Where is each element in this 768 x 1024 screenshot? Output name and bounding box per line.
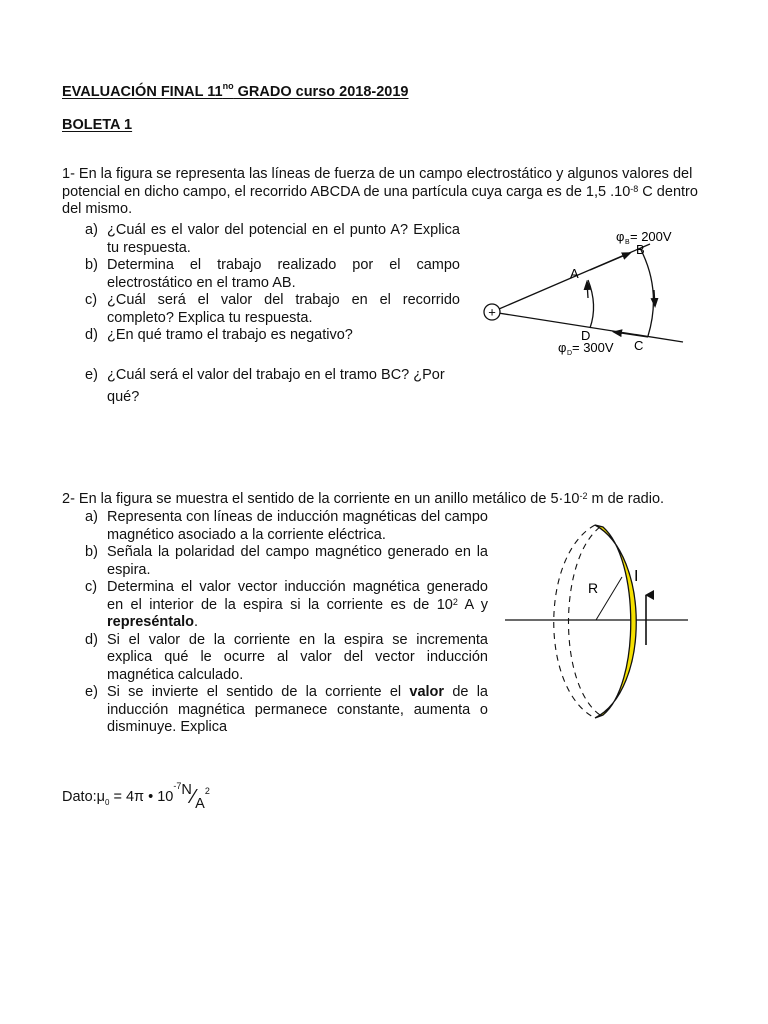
equipotential-arc-bc [640,248,653,336]
arrow-cd-icon [614,332,648,337]
svg-text:B: B [625,239,630,246]
svg-text:φ: φ [616,229,625,244]
question-2-item-d: d) Si el valor de la corriente en la espira se incrementa explica qué le ocurre al valor del vector inducción magnética calculado. [85,631,488,683]
svg-text:D: D [567,350,573,357]
question-1-item-a: a) ¿Cuál es el valor del potencial en el punto A? Explica tu respuesta. [85,222,460,256]
question-1-item-c: c) ¿Cuál será el valor del trabajo en el recorrido completo? Explica tu respuesta. [85,292,460,326]
fraction-slash: ⁄ [191,786,196,808]
arrow-da-icon [587,282,588,298]
radius-line [596,577,622,620]
exam-title: EVALUACIÓN FINAL $11^{no}$ GRADO curso 2018-2019 [62,81,409,100]
point-b-label: B [636,242,645,257]
potential-d-label [558,340,614,357]
dato-formula: $Dato:\mu_0 = 4\pi$ • $10^{-7}N⁄A^2$ [62,781,210,812]
arrow-bc-icon [654,290,655,306]
svg-text:= 300V: = 300V [572,340,614,355]
question-1-item-b: b) Determina el trabajo realizado por el campo electrostático en el tramo AB. [85,257,460,291]
electric-field-figure [470,220,710,365]
question-1-intro: 1- En la figura se representa las líneas de fuerza de un campo electrostático y algunos valores del potencial en dicho campo, el recorrido ABCDA de una partícula cuya carga es de 1,5 $.10^{-8}$ C dentro del mismo. [62,166,698,217]
arrow-ab-icon [590,253,630,270]
point-a-label: A [570,266,579,281]
current-label: I [634,568,639,585]
question-2-item-c: c) Determina el valor vector inducción magnética generado en el interior de la espira si la corriente es de $10^2$ A y represéntalo. [85,579,488,630]
question-1-item-e-list [62,364,472,408]
radius-label: R [588,580,599,596]
question-2-item-a: a) Representa con líneas de inducción magnéticas del campo magnético asociado a la corriente eléctrica. [85,509,488,543]
current-loop-figure [500,515,695,730]
svg-text:+: + [488,304,496,320]
point-d-label: D [581,328,591,343]
svg-text:= 200V: = 200V [630,229,672,244]
metal-ring [595,525,639,718]
question-2-items [62,509,488,737]
question-1-items [62,222,460,345]
loop-back-dashed [554,525,595,718]
question-2-intro: 2- En la figura se muestra el sentido de la corriente en un anillo metálico de $5\cdot 10^{-2}$ m de radio. [62,491,665,507]
question-1-item-e: e) ¿Cuál será el valor del trabajo en el tramo BC? ¿Por qué? [85,367,445,405]
boleta-label: BOLETA 1 [62,117,133,133]
loop-back-dashed-inner [569,527,601,715]
question-2-item-e: e) Si se invierte el sentido de la corriente el valor de la inducción magnética permanece constante, aumenta o disminuye. Explica [85,684,488,735]
question-2-item-b: b) Señala la polaridad del campo magnético generado en la espira. [85,544,488,578]
potential-b-label [616,229,672,246]
question-1-item-d: d) ¿En qué tramo el trabajo es negativo? [85,327,353,343]
point-c-label: C [634,338,644,353]
equipotential-arc-da [588,280,594,328]
svg-text:φ: φ [558,340,567,355]
